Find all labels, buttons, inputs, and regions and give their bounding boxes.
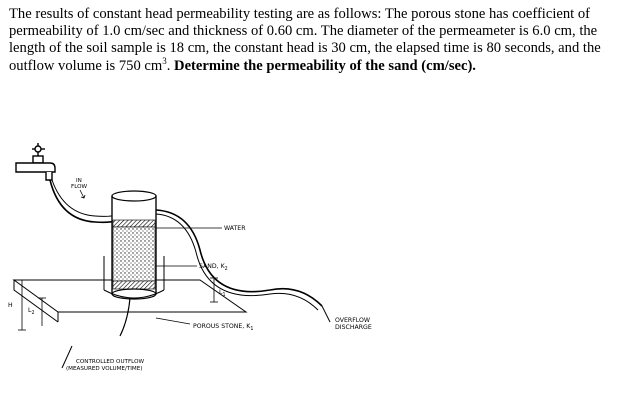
lower-porous-stone xyxy=(113,281,155,289)
overflow-label-2: DISCHARGE xyxy=(335,324,372,331)
in-flow-label: IN xyxy=(76,178,82,184)
h-label: H xyxy=(8,302,13,309)
problem-text: The results of constant head permeability testing are as follows: The porous stone has coefficient of permeability of 1.0 cm/sec and thickness of 0.60 cm. The diameter of the permeameter is 6.0 cm, the length of the soil sample is 18 cm, the constant head is 30 cm, the elapsed time is 80 seconds, and the outflow volume is 750 cm xyxy=(9,6,601,74)
water-zone xyxy=(113,202,155,220)
in-flow-label-2: FLOW xyxy=(71,184,88,190)
outflow-tube xyxy=(120,298,130,336)
sand-zone xyxy=(113,227,155,281)
faucet-icon xyxy=(16,143,55,180)
controlled-outflow-label-2: (MEASURED VOLUME/TIME) xyxy=(66,366,143,372)
cubic-superscript: 3 xyxy=(162,55,167,66)
l2-label: $L_2$ xyxy=(28,307,35,316)
permeameter-cylinder xyxy=(112,191,156,299)
problem-question: Determine the permeability of the sand (cm/sec). xyxy=(174,57,476,74)
overflow-label: OVERFLOW xyxy=(335,317,370,324)
problem-text-end: . xyxy=(166,57,175,74)
porous-stone-label: POROUS STONE, $K_1$ xyxy=(193,323,254,332)
sand-label: SAND, $K_2$ xyxy=(199,263,228,272)
l1-label: $L_1$ xyxy=(219,289,226,298)
controlled-outflow-label: CONTROLLED OUTFLOW xyxy=(76,359,145,365)
upper-porous-stone xyxy=(113,220,155,227)
water-label: WATER xyxy=(224,225,246,232)
